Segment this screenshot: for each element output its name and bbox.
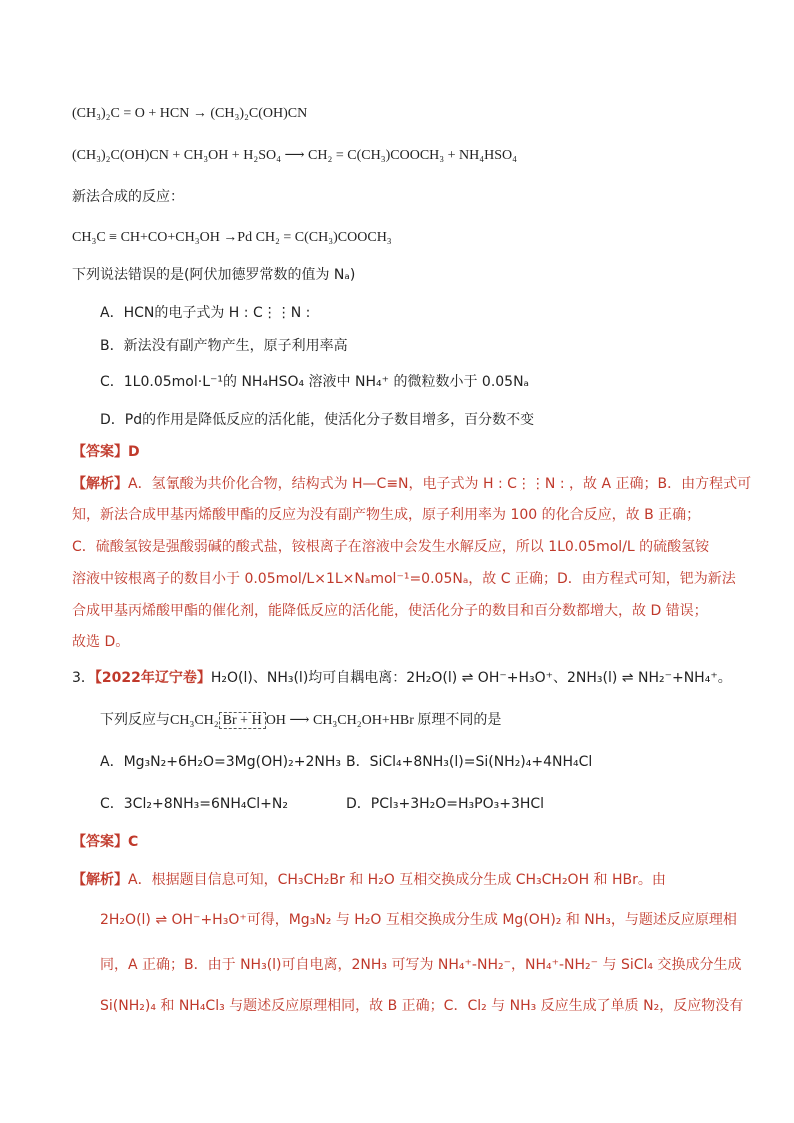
q3-analysis-line-2: 2H₂O(l) ⇌ OH⁻+H₃O⁺可得，Mg₃N₂ 与 H₂O 互相交换成分生成 Mg(OH)₂ 和 NH₃，与题述反应原理相 bbox=[100, 912, 737, 928]
question-3-stem-2: 下列反应与CH₃CH₂ Br + H OH ⟶ CH₃CH₂OH+HBr 原理不同的是 bbox=[100, 712, 502, 728]
q3-answer bbox=[72, 832, 138, 852]
q2-answer bbox=[72, 442, 140, 462]
q2-analysis-line-1: 【解析】A．氢氰酸为共价化合物，结构式为 H—C≡N，电子式为 H : C⋮⋮N : ，故 A 正确；B．由方程式可 bbox=[72, 476, 752, 492]
q2-answer-value: D bbox=[128, 444, 140, 460]
new-method-heading: 新法合成的反应： bbox=[72, 189, 184, 205]
q2-option-b: B．新法没有副产物产生，原子利用率高 bbox=[100, 338, 348, 354]
q3-analysis-line-4: Si(NH₂)₄ 和 NH₄Cl₃ 与题述反应原理相同，故 B 正确；C．Cl₂ 与 NH₃ 反应生成了单质 N₂，反应物没有 bbox=[100, 998, 744, 1014]
q2-option-d: D．Pd的作用是降低反应的活化能，使活化分子数目增多，百分数不变 bbox=[100, 412, 535, 428]
bond-cleavage-box: Br + H bbox=[219, 712, 266, 729]
q3-number: 3． bbox=[72, 670, 95, 686]
q2-answer-tag: 【答案】 bbox=[72, 444, 128, 460]
equation-line-2: (CH₃)₂C(OH)CN + CH₃OH + H₂SO₄ ⟶ CH₂ = C(CH₃)COOCH₃ + NH₄HSO₄ bbox=[72, 148, 518, 163]
question-3-stem bbox=[72, 668, 732, 688]
q2-analysis-line-3: C．硫酸氢铵是强酸弱碱的酸式盐，铵根离子在溶液中会发生水解反应，所以 1L0.05mol/L 的硫酸氢铵 bbox=[72, 539, 710, 555]
q3-answer-tag: 【答案】 bbox=[72, 834, 128, 850]
q2-analysis-line-4: 溶液中铵根离子的数目小于 0.05mol/L×1L×Nₐmol⁻¹=0.05Nₐ，故 C 正确；D．由方程式可知，钯为新法 bbox=[72, 571, 736, 587]
q3-source: 【2022年辽宁卷】 bbox=[94, 670, 211, 686]
q3-option-b: B．SiCl₄+8NH₃(l)=Si(NH₂)₄+4NH₄Cl bbox=[346, 754, 593, 770]
equation-line-4: CH₃C ≡ CH+CO+CH₃OH →Pd CH₂ = C(CH₃)COOCH₃ bbox=[72, 230, 392, 245]
q3-analysis-line-1: 【解析】A．根据题目信息可知，CH₃CH₂Br 和 H₂O 互相交换成分生成 CH₃CH₂OH 和 HBr。由 bbox=[72, 872, 666, 888]
equation-line-1: (CH₃)₂C = O + HCN → (CH₃)₂C(OH)CN bbox=[72, 106, 308, 121]
q3-option-c: C．3Cl₂+8NH₃=6NH₄Cl+N₂ bbox=[100, 796, 288, 812]
q2-analysis-line-6: 故选 D。 bbox=[72, 634, 130, 650]
q3-stem-text: H₂O(l)、NH₃(l)均可自耦电离：2H₂O(l) ⇌ OH⁻+H₃O⁺、2NH₃(l) ⇌ NH₂⁻+NH₄⁺。 bbox=[210, 670, 732, 686]
q2-option-a: A．HCN的电子式为 H : C⋮⋮N : bbox=[100, 305, 311, 321]
q3-option-a: A．Mg₃N₂+6H₂O=3Mg(OH)₂+2NH₃ bbox=[100, 754, 341, 770]
question-2-stem: 下列说法错误的是(阿伏加德罗常数的值为 Nₐ) bbox=[72, 267, 356, 283]
q2-analysis-line-2: 知，新法合成甲基丙烯酸甲酯的反应为没有副产物生成，原子利用率为 100 的化合反应，故 B 正确； bbox=[72, 507, 701, 523]
q2-option-c: C．1L0.05mol·L⁻¹的 NH₄HSO₄ 溶液中 NH₄⁺ 的微粒数小于 0.05Nₐ bbox=[100, 374, 530, 390]
q3-analysis-line-3: 同，A 正确；B．由于 NH₃(l)可自电离，2NH₃ 可写为 NH₄⁺-NH₂⁻，NH₄⁺-NH₂⁻ 与 SiCl₄ 交换成分生成 bbox=[100, 957, 742, 973]
q3-option-d: D．PCl₃+3H₂O=H₃PO₃+3HCl bbox=[346, 796, 545, 812]
q3-answer-value: C bbox=[128, 834, 139, 850]
q3-analysis-tag: 【解析】 bbox=[72, 872, 128, 888]
q2-analysis-tag: 【解析】 bbox=[72, 476, 128, 492]
q2-analysis-line-5: 合成甲基丙烯酸甲酯的催化剂，能降低反应的活化能，使活化分子的数目和百分数都增大，故 D 错误； bbox=[72, 603, 708, 619]
